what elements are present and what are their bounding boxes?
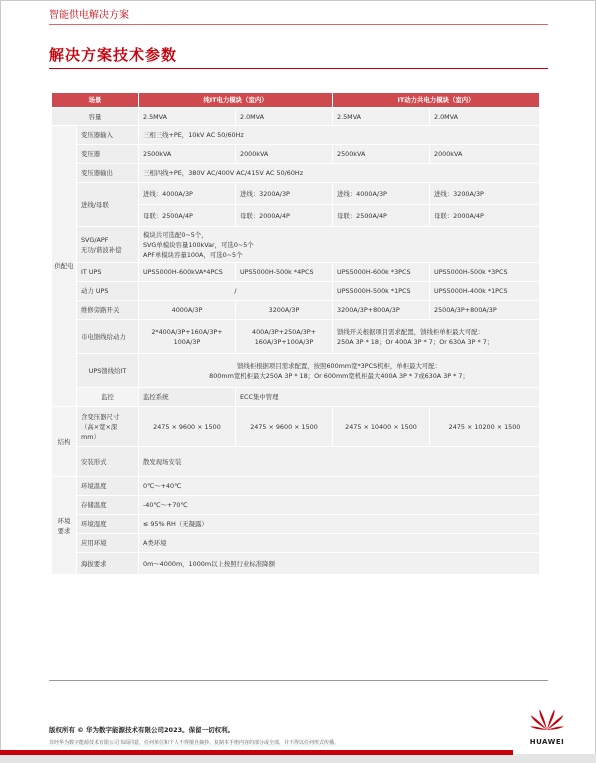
table-row <box>52 145 540 164</box>
header-scene: 场景 <box>52 93 139 108</box>
env-group-line-2: 要求 <box>57 526 71 535</box>
cell-line: 800mm宽机柜最大250A 3P * 18；Or 600mm宽机柜最大400A 3P * 7或630A 3P * 7； <box>209 371 469 380</box>
row-label <box>77 227 139 263</box>
table-cell: 散发现场安装 <box>139 447 540 477</box>
row-label: 变压器输出 <box>77 164 139 183</box>
row-label: 容量 <box>52 108 139 126</box>
table-row <box>52 447 540 477</box>
table-cell: 母联：2000A/4P <box>236 205 333 227</box>
env-group-line-1: 环境 <box>57 516 71 525</box>
group-label-monitor: 监控 <box>77 388 139 407</box>
table-row <box>52 282 540 301</box>
dim-label-2: （高×宽×深 <box>81 422 118 431</box>
table-cell: 进线：3200A/3P <box>430 183 540 205</box>
cell-line: 160A/3P+100A/3P <box>254 337 314 346</box>
table-cell: 进线：4000A/3P <box>139 183 236 205</box>
table-row <box>52 164 540 183</box>
header-title: 智能供电解决方案 <box>49 10 129 21</box>
cell-line: 2*400A/3P+160A/3P+ <box>151 327 223 336</box>
table-cell: 2000kVA <box>430 145 540 164</box>
table-cell: 4000A/3P <box>139 301 236 320</box>
table-row <box>52 126 540 145</box>
table-cell: 母联：2500A/4P <box>139 205 236 227</box>
row-label: 安装形式 <box>77 447 139 477</box>
table-cell: 2500kVA <box>139 145 236 164</box>
table-cell: 3200A/3P+800A/3P <box>333 301 430 320</box>
table-cell: 母联：2500A/4P <box>333 205 430 227</box>
cell-line: 100A/3P <box>173 337 201 346</box>
row-label: 市电馈线给动力 <box>77 320 139 354</box>
page-title: 解决方案技术参数 <box>49 46 178 64</box>
table-cell: 三相三线+PE，10kV AC 50/60Hz <box>139 126 540 145</box>
spec-table <box>51 92 540 575</box>
group-label-structure: 结构 <box>52 407 77 477</box>
dim-label-3: mm） <box>81 432 100 441</box>
table-cell: 进线：4000A/3P <box>333 183 430 205</box>
row-label: 海拔要求 <box>77 553 139 575</box>
page-progress-bar <box>0 750 596 763</box>
row-label: 变压器输入 <box>77 126 139 145</box>
row-label: 环境湿度 <box>77 515 139 534</box>
table-cell: 0m～4000m，1000m以上按照行业标准降额 <box>139 553 540 575</box>
table-cell: 2475 × 9600 × 1500 <box>236 407 333 447</box>
table-cell: ≤ 95% RH（无凝露） <box>139 515 540 534</box>
table-row <box>52 183 540 205</box>
cell-line: 400A/3P+250A/3P+ <box>252 327 316 336</box>
table-row <box>52 227 540 263</box>
row-label: IT UPS <box>77 263 139 282</box>
table-row <box>52 263 540 282</box>
group-label-environment <box>52 477 77 575</box>
table-row <box>52 496 540 515</box>
table-cell: ECC集中管理 <box>236 388 540 407</box>
table-row <box>52 388 540 407</box>
table-cell: UPS5000H-600kVA*4PCS <box>139 263 236 282</box>
table-cell: UPS5000H-500k *3PCS <box>430 263 540 282</box>
table-row <box>52 108 540 126</box>
table-header-row <box>52 93 540 108</box>
table-cell: 2500A/3P+800A/3P <box>430 301 540 320</box>
table-row <box>52 515 540 534</box>
table-cell <box>139 320 236 354</box>
cell-line: 馈线柜根据项目需求配置，按照600mm宽*3PCS机柜，单柜最大可配： <box>236 361 442 370</box>
table-cell: 2475 × 10200 × 1500 <box>430 407 540 447</box>
table-cell: -40℃～+70℃ <box>139 496 540 515</box>
table-row <box>52 301 540 320</box>
table-cell: 2500kVA <box>333 145 430 164</box>
table-cell: A类环境 <box>139 534 540 553</box>
table-cell <box>333 320 540 354</box>
huawei-wordmark: HUAWEI <box>529 738 565 746</box>
row-label: 进线/母联 <box>77 183 139 227</box>
row-label: 监控系统 <box>139 388 236 407</box>
table-row <box>52 320 540 354</box>
progress-fill <box>0 750 513 755</box>
table-cell: / <box>139 282 333 301</box>
row-label: 环境温度 <box>77 477 139 496</box>
header-divider <box>49 24 548 25</box>
table-cell: 3200A/3P <box>236 301 333 320</box>
table-row <box>52 354 540 388</box>
cell-line: 馈线开关根据项目需求配置，馈线柜单柜最大可配： <box>337 327 484 336</box>
table-cell: 2.0MVA <box>236 108 333 126</box>
copyright-text: 版权所有 © 华为数字能源技术有限公司2023。保留一切权利。 <box>49 726 235 734</box>
legal-note: 非经华为数字能源技术有限公司书面同意，任何单位和个人不得擅自摘抄、复制本手册内容的部分或全部，并不得以任何形式传播。 <box>49 740 340 746</box>
table-row <box>52 534 540 553</box>
table-cell: UPS5000H-500k *1PCS <box>333 282 430 301</box>
table-cell: 母联：2000A/4P <box>430 205 540 227</box>
table-row <box>52 477 540 496</box>
footer-divider <box>49 680 548 681</box>
row-label: 动力 UPS <box>77 282 139 301</box>
table-cell: UPS5000H-500k *4PCS <box>236 263 333 282</box>
table-cell <box>139 354 540 388</box>
cell-line: 250A 3P * 18；Or 400A 3P * 7；Or 630A 3P * 7； <box>337 337 494 346</box>
row-label: 应用环境 <box>77 534 139 553</box>
row-label: 存储温度 <box>77 496 139 515</box>
table-cell: UPS5000H-600k *3PCS <box>333 263 430 282</box>
table-cell: 2475 × 10400 × 1500 <box>333 407 430 447</box>
table-cell: 2000kVA <box>236 145 333 164</box>
row-label: UPS馈线给IT <box>77 354 139 388</box>
table-cell: 0℃～+40℃ <box>139 477 540 496</box>
dim-label-1: 含变压器尺寸 <box>81 412 120 421</box>
group-label-power: 供配电 <box>52 126 77 407</box>
table-row <box>52 553 540 575</box>
row-label <box>77 407 139 447</box>
table-cell: 2.5MVA <box>139 108 236 126</box>
table-cell <box>139 227 540 263</box>
row-label: 变压器 <box>77 145 139 164</box>
header-pure-it: 纯IT电力模块（室内） <box>139 93 333 108</box>
table-cell: UPS5000H-400k *1PCS <box>430 282 540 301</box>
title-divider <box>49 68 548 69</box>
table-row <box>52 407 540 447</box>
progress-track <box>0 754 596 763</box>
table-cell: 三相四线+PE，380V AC/400V AC/415V AC 50/60Hz <box>139 164 540 183</box>
table-cell <box>236 320 333 354</box>
table-cell: 进线：3200A/3P <box>236 183 333 205</box>
row-label: 维修旁路开关 <box>77 301 139 320</box>
table-cell: 2.0MVA <box>430 108 540 126</box>
table-cell: 2.5MVA <box>333 108 430 126</box>
header-it-power: IT动力共电力模块（室内） <box>333 93 540 108</box>
table-cell: 2475 × 9600 × 1500 <box>139 407 236 447</box>
